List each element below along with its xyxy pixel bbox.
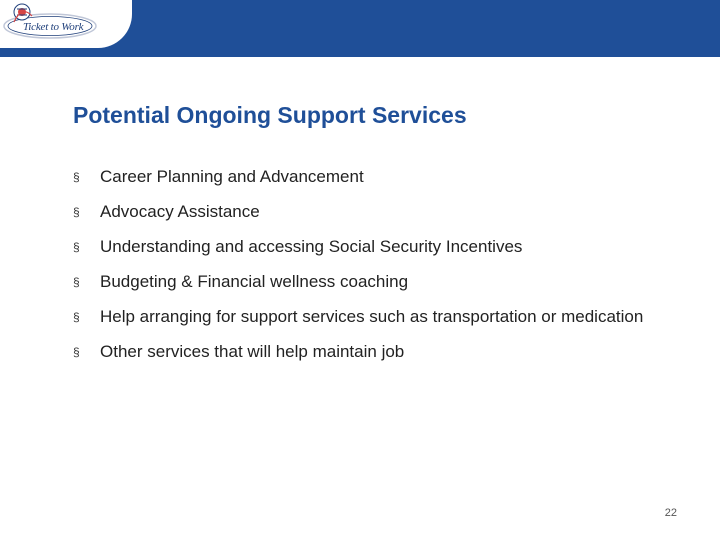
bullet-marker-icon: § [73,240,80,254]
bullet-item [73,341,673,363]
bullet-text: Advocacy Assistance [100,202,260,221]
bullet-text: Budgeting & Financial wellness coaching [100,272,409,291]
bullet-marker-icon: § [73,205,80,219]
slide-title: Potential Ongoing Support Services [73,102,467,128]
bullet-item [73,201,673,223]
bullet-marker-icon: § [73,275,80,289]
page-number: 22 [664,507,677,519]
bullet-item [73,166,673,188]
bullet-item [73,306,673,328]
bullet-item [73,271,673,293]
logo-text: Ticket to Work [23,21,84,33]
bullet-list [73,166,673,376]
bullet-text: Understanding and accessing Social Security Incentives [100,237,523,256]
bullet-text: Help arranging for support services such as transportation or medication [100,307,644,326]
bullet-marker-icon: § [73,345,80,359]
logo-tab [0,0,132,48]
bullet-marker-icon: § [73,310,80,324]
bullet-text: Career Planning and Advancement [100,167,364,186]
bullet-marker-icon: § [73,170,80,184]
bullet-item [73,236,673,258]
bullet-text: Other services that will help maintain job [100,342,405,361]
